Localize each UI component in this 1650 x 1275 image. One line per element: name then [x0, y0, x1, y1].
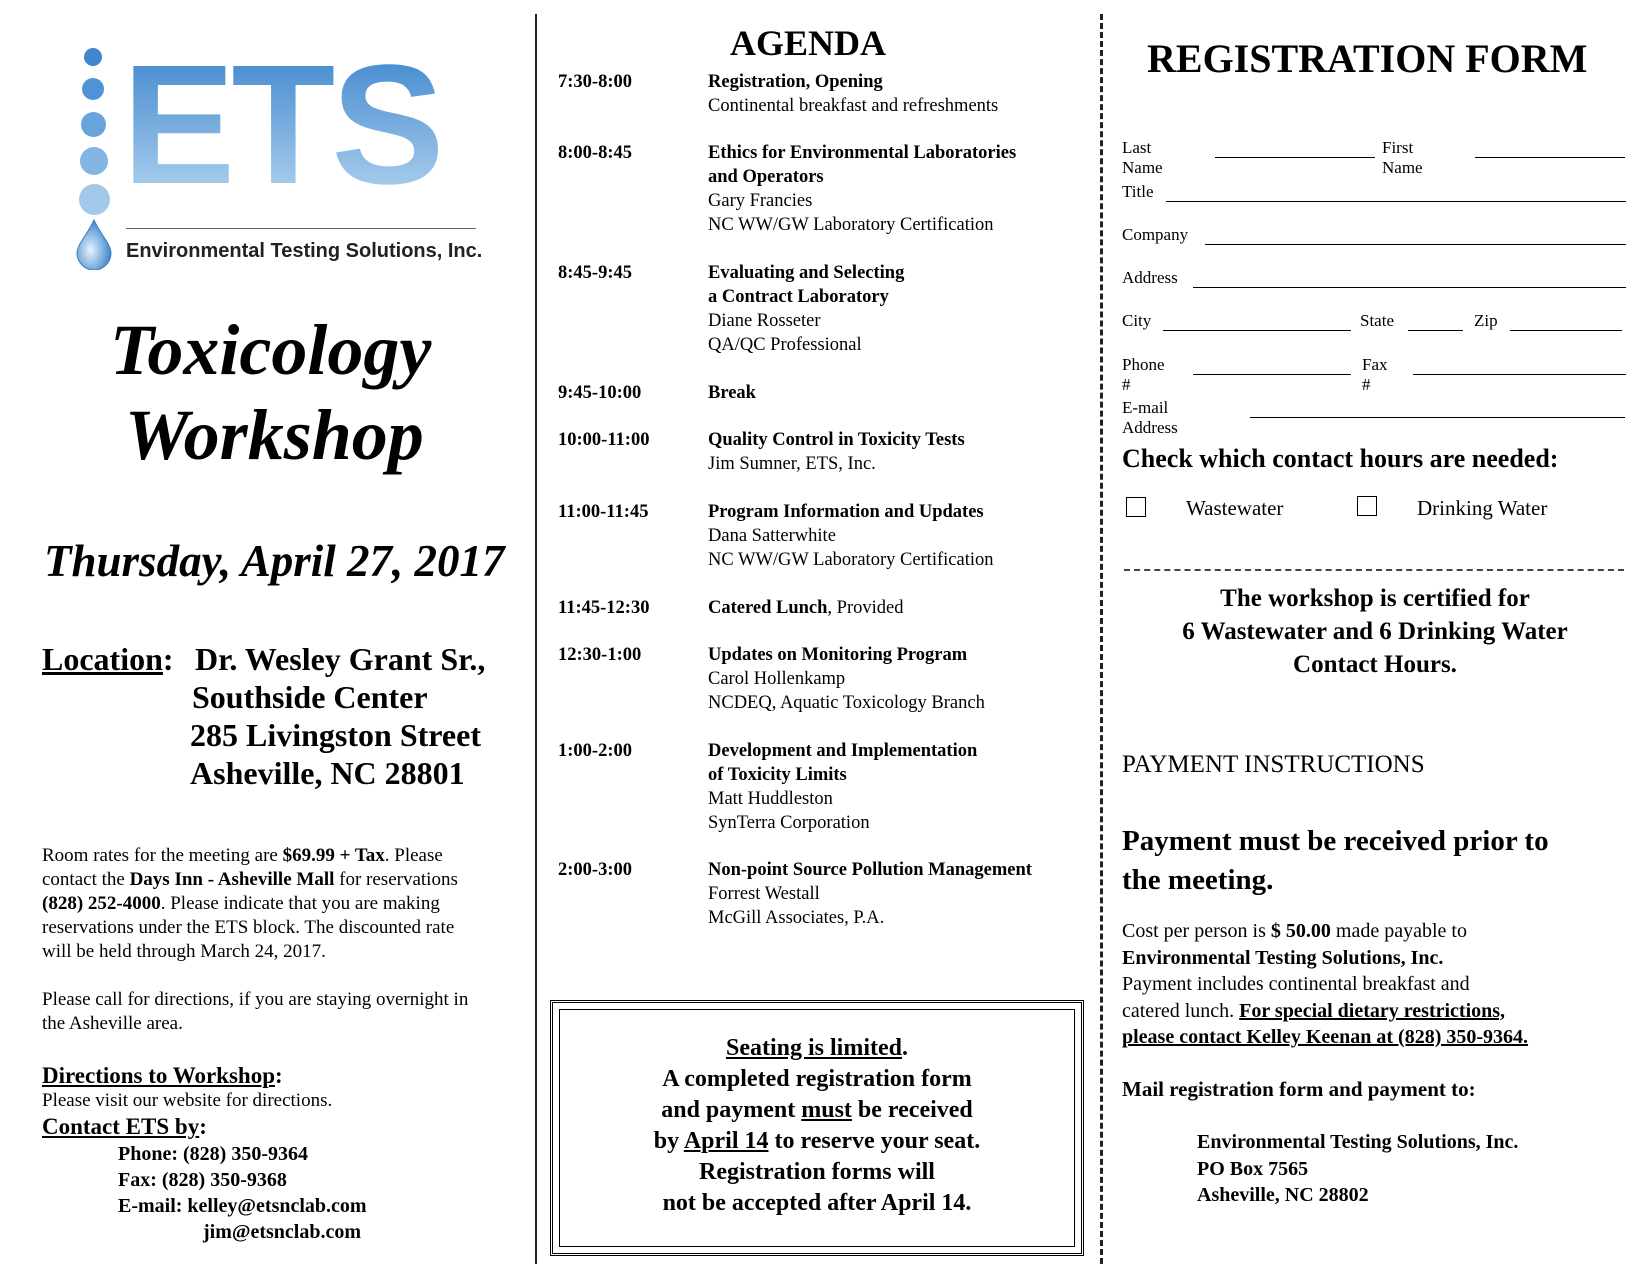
agenda-detail: NCDEQ, Aquatic Toxicology Branch	[708, 693, 985, 713]
agenda-time: 10:00-11:00	[558, 430, 650, 450]
agenda-time: 8:45-9:45	[558, 263, 632, 283]
location-label: Location	[42, 641, 163, 677]
column-divider-left	[535, 14, 537, 1264]
mail-heading: Mail registration form and payment to:	[1122, 1077, 1476, 1101]
event-title-line1: Toxicology	[110, 310, 432, 390]
registration-form-heading: REGISTRATION FORM	[1147, 36, 1588, 81]
directions-block: Directions to Workshop: Please visit our website for directions. Contact ETS by: Phone: (828) 350-9364 Fax: (828) 350-9368 E-mail: kelley@etsnclab.com jim@etsnclab.com	[42, 1063, 532, 1245]
agenda-detail: McGill Associates, P.A.	[708, 908, 885, 928]
phone-label: Phone #	[1122, 355, 1165, 394]
zip-field[interactable]	[1510, 330, 1622, 331]
agenda-session-title: Registration, Opening	[708, 72, 883, 92]
first-name-label: First Name	[1382, 138, 1423, 177]
agenda-description	[708, 381, 1103, 405]
agenda-detail: Diane Rosseter	[708, 311, 821, 331]
agenda-session-title: and Operators	[708, 167, 824, 187]
agenda-detail: Matt Huddleston	[708, 789, 833, 809]
mailing-address: Environmental Testing Solutions, Inc. PO Box 7565 Asheville, NC 28802	[1197, 1131, 1519, 1206]
city-field[interactable]	[1163, 330, 1351, 331]
title-field[interactable]	[1166, 201, 1626, 202]
drinking-water-checkbox[interactable]	[1357, 496, 1377, 516]
certification-note: The workshop is certified for 6 Wastewater and 6 Drinking Water Contact Hours.	[1182, 585, 1568, 678]
hotel-name: Days Inn - Asheville Mall	[129, 869, 335, 890]
phone-field[interactable]	[1193, 374, 1351, 375]
location-line-3: 285 Livingston Street	[190, 717, 481, 753]
agenda-description	[708, 858, 1103, 930]
contact-heading: Contact ETS by	[42, 1114, 200, 1139]
agenda-detail: Dana Satterwhite	[708, 526, 836, 546]
agenda-description	[708, 739, 1103, 835]
location-line-1: Dr. Wesley Grant Sr.,	[195, 641, 486, 677]
email-label: E-mail Address	[1122, 398, 1178, 437]
dietary-note-line2: please contact Kelley Keenan at (828) 350-9364.	[1122, 1026, 1529, 1048]
agenda-session-title: Catered Lunch	[708, 598, 828, 618]
cost-amount: $ 50.00	[1270, 920, 1331, 942]
agenda-session-title: Development and Implementation	[708, 741, 978, 761]
contact-email-1[interactable]: E-mail: kelley@etsnclab.com	[118, 1195, 367, 1217]
agenda-time: 11:00-11:45	[558, 502, 649, 522]
agenda-session-title: Evaluating and Selecting	[708, 263, 905, 283]
agenda-detail: QA/QC Professional	[708, 335, 862, 355]
contact-fax: Fax: (828) 350-9368	[118, 1169, 287, 1191]
agenda-detail: Carol Hollenkamp	[708, 669, 846, 689]
logo-letters: ETS	[122, 30, 441, 220]
agenda-detail: SynTerra Corporation	[708, 813, 870, 833]
agenda-session-title: a Contract Laboratory	[708, 287, 889, 307]
column-divider-right	[1100, 14, 1103, 1264]
agenda-time: 8:00-8:45	[558, 143, 632, 163]
state-field[interactable]	[1408, 330, 1463, 331]
payment-heading: PAYMENT INSTRUCTIONS	[1122, 751, 1425, 778]
location-line-4: Asheville, NC 28801	[190, 755, 465, 791]
payment-deadline: Payment must be received prior to the meeting.	[1122, 825, 1549, 896]
water-drop-icon	[74, 218, 114, 270]
drinking-water-label: Drinking Water	[1417, 496, 1548, 520]
agenda-detail: Continental breakfast and refreshments	[708, 96, 999, 116]
city-label: City	[1122, 311, 1152, 330]
dietary-note-line1: For special dietary restrictions,	[1239, 999, 1506, 1022]
agenda-description	[708, 500, 1103, 572]
agenda-session-title: Program Information and Updates	[708, 502, 984, 522]
agenda-detail: Forrest Westall	[708, 884, 820, 904]
address-field[interactable]	[1193, 287, 1626, 288]
company-label: Company	[1122, 225, 1189, 244]
ets-logo	[70, 30, 490, 270]
directions-heading: Directions to Workshop	[42, 1063, 276, 1088]
payee-name: Environmental Testing Solutions, Inc.	[1122, 946, 1444, 969]
agenda-time: 9:45-10:00	[558, 383, 642, 403]
agenda-time: 2:00-3:00	[558, 860, 632, 880]
agenda-session-title: Ethics for Environmental Laboratories	[708, 143, 1017, 163]
agenda-session-title: Break	[708, 383, 756, 403]
contact-phone: Phone: (828) 350-9364	[118, 1143, 308, 1165]
agenda-title-suffix: , Provided	[827, 598, 904, 618]
agenda-session-title: Non-point Source Pollution Management	[708, 860, 1032, 880]
title-label: Title	[1122, 182, 1154, 201]
agenda-description	[708, 596, 1103, 620]
fax-field[interactable]	[1413, 374, 1626, 375]
agenda-description	[708, 261, 1103, 357]
email-field[interactable]	[1250, 417, 1625, 418]
lodging-info: Room rates for the meeting are $69.99 + Tax. Please contact the Days Inn - Asheville Mall for reservations (828) 252-4000. Please indicate that you are making reservations under the ETS block. The discounted rate will be held through March 24, 2017. Please call for directions, if you are staying overnight in the Asheville area.	[42, 845, 469, 1034]
address-label: Address	[1122, 268, 1178, 287]
zip-label: Zip	[1474, 311, 1498, 330]
seating-limited: Seating is limited	[725, 1035, 902, 1061]
wastewater-label: Wastewater	[1186, 496, 1284, 520]
event-date: Thursday, April 27, 2017	[44, 536, 505, 586]
logo-company-name: Environmental Testing Solutions, Inc.	[126, 240, 483, 262]
hotel-phone: (828) 252-4000	[42, 893, 161, 914]
company-field[interactable]	[1205, 244, 1626, 245]
wastewater-checkbox[interactable]	[1126, 497, 1146, 517]
contact-email-2[interactable]: jim@etsnclab.com	[203, 1221, 362, 1243]
agenda-time: 12:30-1:00	[558, 645, 642, 665]
last-name-field[interactable]	[1215, 157, 1375, 158]
agenda-description	[708, 141, 1103, 237]
agenda-description	[708, 643, 1103, 715]
agenda-session-title: Updates on Monitoring Program	[708, 645, 968, 665]
agenda-description	[708, 428, 1103, 476]
agenda-session-title: Quality Control in Toxicity Tests	[708, 430, 965, 450]
fax-label: Fax #	[1362, 355, 1388, 394]
agenda-session-title: of Toxicity Limits	[708, 765, 847, 785]
agenda-time: 7:30-8:00	[558, 72, 632, 92]
room-rate: $69.99 + Tax	[282, 845, 385, 866]
agenda-heading: AGENDA	[730, 23, 887, 63]
agenda-time: 1:00-2:00	[558, 741, 632, 761]
payment-details: Cost per person is $ 50.00 made payable to Environmental Testing Solutions, Inc. Payment includes continental breakfast and catered lunch. For special dietary restrictions, please contact Kelley Keenan at (828) 350-9364.	[1122, 918, 1642, 1051]
section-separator	[1124, 569, 1624, 571]
event-title-line2: Workshop	[125, 395, 424, 475]
first-name-field[interactable]	[1475, 157, 1625, 158]
agenda-detail: Gary Francies	[708, 191, 813, 211]
agenda-detail: NC WW/GW Laboratory Certification	[708, 550, 994, 570]
contact-hours-heading: Check which contact hours are needed:	[1122, 444, 1559, 473]
seating-notice: Seating is limited. A completed registration form and payment must be received by April 14 to reserve your seat. Registration forms will not be accepted after April 14.	[550, 1000, 1084, 1256]
deadline-date: April 14	[683, 1128, 769, 1154]
directions-text: Please visit our website for directions.	[42, 1090, 333, 1111]
location-block: Location: Dr. Wesley Grant Sr., Southside Center 285 Livingston Street Asheville, NC 28801	[42, 640, 532, 792]
logo-rule	[126, 228, 476, 229]
last-name-label: Last Name	[1122, 138, 1163, 177]
agenda-detail: Jim Sumner, ETS, Inc.	[708, 454, 876, 474]
agenda-detail: NC WW/GW Laboratory Certification	[708, 215, 994, 235]
location-line-2: Southside Center	[192, 679, 428, 715]
state-label: State	[1360, 311, 1394, 330]
agenda-time: 11:45-12:30	[558, 598, 650, 618]
agenda-description	[708, 70, 1103, 118]
